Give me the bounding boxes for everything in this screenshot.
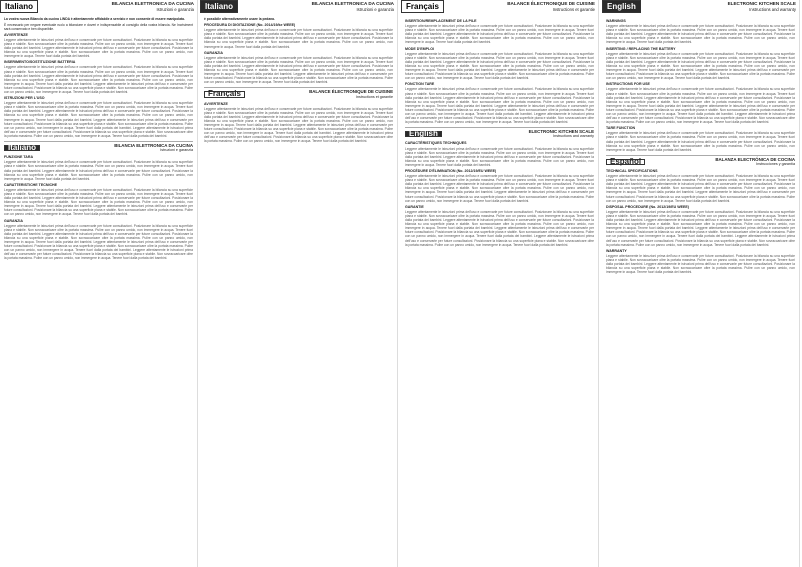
language-tab: Italiano (0, 0, 38, 13)
section-heading: MODE D'EMPLOI (405, 46, 435, 51)
section-text: Leggere attentamente le istruzioni prima dell'uso e conservarle per future consultazioni. Posizionare la bilancia su una superficie piana e stabile. Non sovraccaricare oltre la portata massima. Pulire con un panno umido, non immergere in acqua. Tenere fuori dalla portata dei bambini. Leggere attentamente le istruzioni prima dell'uso e conservarle per future consultazioni. Posizionare la bilancia su una superficie piana e stabile. Non sovraccaricare oltre la portata massima. Pulire con un panno umido, non immergere in acqua. Tenere fuori dalla portata dei bambini. Leggere attentamente le istruzioni prima dell'uso e conservarle per future consultazioni. Posizionare la bilancia su una superficie piana e stabile. Non sovraccaricare oltre la portata massima. Pulire con un panno umido, non immergere in acqua. Tenere fuori dalla portata dei bambini. Leggere attentamente le istruzioni prima dell'uso e conservarle per future consultazioni. Posizionare la bilancia su una superficie piana e stabile. Non sovraccaricare oltre la portata massima. Pulire con un panno umido, non immergere in acqua. Tenere fuori dalla portata dei bambini. (4, 223, 193, 261)
panel-header (200, 0, 397, 14)
section-text: Leggere attentamente le istruzioni prima dell'uso e conservarle per future consultazioni. Posizionare la bilancia su una superficie piana e stabile. Non sovraccaricare oltre la portata massima. Pulire con un panno umido, non immergere in acqua. Tenere fuori dalla portata dei bambini. Leggere attentamente le istruzioni prima dell'uso e conservarle per future consultazioni. Posizionare la bilancia su una superficie piana e stabile. Non sovraccaricare oltre la portata massima. Pulire con un panno umido, non immergere in acqua. Tenere fuori dalla portata dei bambini. Leggere attentamente le istruzioni prima dell'uso e conservarle per future consultazioni. Posizionare la bilancia su una superficie piana e stabile. Non sovraccaricare oltre la portata massima. Pulire con un panno umido, non immergere in acqua. Tenere fuori dalla portata dei bambini. Leggere attentamente le istruzioni prima dell'uso e conservarle per future consultazioni. Posizionare la bilancia su una superficie piana e stabile. Non sovraccaricare oltre la portata massima. Pulire con un panno umido, non immergere in acqua. Tenere fuori dalla portata dei bambini. (606, 87, 795, 125)
section-title: BILANCIA ELETTRONICA DA CUCINA Istruzioni e garanzia (114, 143, 193, 153)
section-text: Leggere attentamente le istruzioni prima dell'uso e conservarle per future consultazioni. Posizionare la bilancia su una superficie piana e stabile. Non sovraccaricare oltre la portata massima. Pulire con un panno umido, non immergere in acqua. Tenere fuori dalla portata dei bambini. Leggere attentamente le istruzioni prima dell'uso e conservarle per future consultazioni. Posizionare la bilancia su una superficie piana e stabile. Non sovraccaricare oltre la portata massima. Pulire con un panno umido, non immergere in acqua. Tenere fuori dalla portata dei bambini. Leggere attentamente le istruzioni prima dell'uso e conservarle per future consultazioni. Posizionare la bilancia su una superficie piana e stabile. Non sovraccaricare oltre la portata massima. Pulire con un panno umido, non immergere in acqua. Tenere fuori dalla portata dei bambini. Leggere attentamente le istruzioni prima dell'uso e conservarle per future consultazioni. Posizionare la bilancia su una superficie piana e stabile. Non sovraccaricare oltre la portata massima. Pulire con un panno umido, non immergere in acqua. Tenere fuori dalla portata dei bambini. (4, 101, 193, 138)
panel-body (0, 14, 197, 265)
section-heading: AVVERTENZE (4, 32, 28, 37)
section-text: Leggere attentamente le istruzioni prima dell'uso e conservarle per future consultazioni. Posizionare la bilancia su una superficie piana e stabile. Non sovraccaricare oltre la portata massima. Pulire con un panno umido, non immergere in acqua. Tenere fuori dalla portata dei bambini. Leggere attentamente le istruzioni prima dell'uso e conservarle per future consultazioni. Posizionare la bilancia su una superficie piana e stabile. Non sovraccaricare oltre la portata massima. Pulire con un panno umido, non immergere in acqua. Tenere fuori dalla portata dei bambini. Leggere attentamente le istruzioni prima dell'uso e conservarle per future consultazioni. Posizionare la bilancia su una superficie piana e stabile. Non sovraccaricare oltre la portata massima. Pulire con un panno umido, non immergere in acqua. Tenere fuori dalla portata dei bambini. (606, 51, 795, 81)
panel-header (0, 0, 197, 14)
section-text: Leggere attentamente le istruzioni prima dell'uso e conservarle per future consultazioni. Posizionare la bilancia su una superficie piana e stabile. Non sovraccaricare oltre la portata massima. Pulire con un panno umido, non immergere in acqua. Tenere fuori dalla portata dei bambini. Leggere attentamente le istruzioni prima dell'uso e conservarle per future consultazioni. Posizionare la bilancia su una superficie piana e stabile. Non sovraccaricare oltre la portata massima. Pulire con un panno umido, non immergere in acqua. Tenere fuori dalla portata dei bambini. (405, 24, 594, 45)
section-text: Leggere attentamente le istruzioni prima dell'uso e conservarle per future consultazioni. Posizionare la bilancia su una superficie piana e stabile. Non sovraccaricare oltre la portata massima. Pulire con un panno umido, non immergere in acqua. Tenere fuori dalla portata dei bambini. Leggere attentamente le istruzioni prima dell'uso e conservarle per future consultazioni. Posizionare la bilancia su una superficie piana e stabile. Non sovraccaricare oltre la portata massima. Pulire con un panno umido, non immergere in acqua. Tenere fuori dalla portata dei bambini. (4, 37, 193, 59)
section-heading: DISPOSAL PROCEDURE (No. 2012/19/EU WEEE) (606, 204, 690, 209)
panel-body (602, 14, 799, 279)
panel-body (200, 14, 397, 148)
section-text: Leggere attentamente le istruzioni prima dell'uso e conservarle per future consultazioni. Posizionare la bilancia su una superficie piana e stabile. Non sovraccaricare oltre la portata massima. Pulire con un panno umido, non immergere in acqua. Tenere fuori dalla portata dei bambini. Leggere attentamente le istruzioni prima dell'uso e conservarle per future consultazioni. Posizionare la bilancia su una superficie piana e stabile. Non sovraccaricare oltre la portata massima. Pulire con un panno umido, non immergere in acqua. Tenere fuori dalla portata dei bambini. (606, 24, 795, 45)
section-text: Leggere attentamente le istruzioni prima dell'uso e conservarle per future consultazioni. Posizionare la bilancia su una superficie piana e stabile. Non sovraccaricare oltre la portata massima. Pulire con un panno umido, non immergere in acqua. Tenere fuori dalla portata dei bambini. Leggere attentamente le istruzioni prima dell'uso e conservarle per future consultazioni. Posizionare la bilancia su una superficie piana e stabile. Non sovraccaricare oltre la portata massima. Pulire con un panno umido, non immergere in acqua. Tenere fuori dalla portata dei bambini. Leggere attentamente le istruzioni prima dell'uso e conservarle per future consultazioni. Posizionare la bilancia su una superficie piana e stabile. Non sovraccaricare oltre la portata massima. Pulire con un panno umido, non immergere in acqua. Tenere fuori dalla portata dei bambini. (405, 51, 594, 81)
section-heading: TECHNICAL SPECIFICATIONS (606, 169, 658, 173)
page-panel-4 (602, 0, 800, 567)
next-language-header (204, 87, 393, 98)
next-language-header (405, 127, 594, 138)
section-text: Leggere attentamente le istruzioni prima dell'uso e conservarle per future consultazioni. Posizionare la bilancia su una superficie piana e stabile. Non sovraccaricare oltre la portata massima. Pulire con un panno umido, non immergere in acqua. Tenere fuori dalla portata dei bambini. Leggere attentamente le istruzioni prima dell'uso e conservarle per future consultazioni. Posizionare la bilancia su una superficie piana e stabile. Non sovraccaricare oltre la portata massima. Pulire con un panno umido, non immergere in acqua. Tenere fuori dalla portata dei bambini. Leggere attentamente le istruzioni prima dell'uso e conservarle per future consultazioni. Posizionare la bilancia su una superficie piana e stabile. Non sovraccaricare oltre la portata massima. Pulire con un panno umido, non immergere in acqua. Tenere fuori dalla portata dei bambini. Leggere attentamente le istruzioni prima dell'uso e conservarle per future consultazioni. Posizionare la bilancia su una superficie piana e stabile. Non sovraccaricare oltre la portata massima. Pulire con un panno umido, non immergere in acqua. Tenere fuori dalla portata dei bambini. (405, 87, 594, 125)
section-heading: PROCEDURA DI DIGITAZIONE (No. 2014/19/ke WEEE) (204, 23, 296, 28)
section-heading: ISTRUZIONI PER L'USO (4, 96, 45, 101)
language-tab: Italiano (200, 0, 238, 13)
section-heading: INSTRUCTIONS FOR USE (606, 82, 650, 87)
section-text: Leggere attentamente le istruzioni prima dell'uso e conservarle per future consultazioni. Posizionare la bilancia su una superficie piana e stabile. Non sovraccaricare oltre la portata massima. Pulire con un panno umido, non immergere in acqua. Tenere fuori dalla portata dei bambini. Leggere attentamente le istruzioni prima dell'uso e conservarle per future consultazioni. Posizionare la bilancia su una superficie piana e stabile. Non sovraccaricare oltre la portata massima. Pulire con un panno umido, non immergere in acqua. Tenere fuori dalla portata dei bambini. (606, 131, 795, 152)
section-heading: FONCTION TARE (405, 82, 435, 87)
section-heading: CARACTÉRISTIQUES TECHNIQUES (405, 141, 467, 146)
section-heading: WARRANTY (606, 248, 627, 253)
section-text: Leggere attentamente le istruzioni prima dell'uso e conservarle per future consultazioni. Posizionare la bilancia su una superficie piana e stabile. Non sovraccaricare oltre la portata massima. Pulire con un panno umido, non immergere in acqua. Tenere fuori dalla portata dei bambini. Leggere attentamente le istruzioni prima dell'uso e conservarle per future consultazioni. Posizionare la bilancia su una superficie piana e stabile. Non sovraccaricare oltre la portata massima. Pulire con un panno umido, non immergere in acqua. Tenere fuori dalla portata dei bambini. Leggere attentamente le istruzioni prima dell'uso e conservarle per future consultazioni. Posizionare la bilancia su una superficie piana e stabile. Non sovraccaricare oltre la portata massima. Pulire con un panno umido, non immergere in acqua. Tenere fuori dalla portata dei bambini. Leggere attentamente le istruzioni prima dell'uso e conservarle per future consultazioni. Posizionare la bilancia su una superficie piana e stabile. Non sovraccaricare oltre la portata massima. Pulire con un panno umido, non immergere in acqua. Tenere fuori dalla portata dei bambini. (405, 209, 594, 247)
intro-text: La vostra nuova Bilancia da cucina LINDA è attentamente affidabile a servizio e non consente di essere manipolata. (4, 17, 185, 21)
section-text: Leggere attentamente le istruzioni prima dell'uso e conservarle per future consultazioni. Posizionare la bilancia su una superficie piana e stabile. Non sovraccaricare oltre la portata massima. Pulire con un panno umido, non immergere in acqua. Tenere fuori dalla portata dei bambini. Leggere attentamente le istruzioni prima dell'uso e conservarle per future consultazioni. Posizionare la bilancia su una superficie piana e stabile. Non sovraccaricare oltre la portata massima. Pulire con un panno umido, non immergere in acqua. Tenere fuori dalla portata dei bambini. Leggere attentamente le istruzioni prima dell'uso e conservarle per future consultazioni. Posizionare la bilancia su una superficie piana e stabile. Non sovraccaricare oltre la portata massima. Pulire con un panno umido, non immergere in acqua. Tenere fuori dalla portata dei bambini. (4, 187, 193, 217)
section-title: BALANZA ELECTRÓNICA DE COCINA Instrucciones y garantía (715, 156, 795, 166)
section-heading: CARATTERISTICHE TECNICHE (4, 182, 58, 187)
next-language-header (606, 155, 795, 166)
language-tab: English (602, 0, 641, 13)
page-panel-1 (0, 0, 198, 567)
page-panel-3 (401, 0, 599, 567)
section-text: Leggere attentamente le istruzioni prima dell'uso e conservarle per future consultazioni. Posizionare la bilancia su una superficie piana e stabile. Non sovraccaricare oltre la portata massima. Pulire con un panno umido, non immergere in acqua. Tenere fuori dalla portata dei bambini. Leggere attentamente le istruzioni prima dell'uso e conservarle per future consultazioni. Posizionare la bilancia su una superficie piana e stabile. Non sovraccaricare oltre la portata massima. Pulire con un panno umido, non immergere in acqua. Tenere fuori dalla portata dei bambini. Leggere attentamente le istruzioni prima dell'uso e conservarle per future consultazioni. Posizionare la bilancia su una superficie piana e stabile. Non sovraccaricare oltre la portata massima. Pulire con un panno umido, non immergere in acqua. Tenere fuori dalla portata dei bambini. (4, 65, 193, 94)
panel-body (401, 14, 598, 251)
section-heading: INSERTION/REMPLACEMENT DE LA PILE (405, 19, 477, 23)
section-text: Leggere attentamente le istruzioni prima dell'uso e conservarle per future consultazioni. Posizionare la bilancia su una superficie piana e stabile. Non sovraccaricare oltre la portata massima. Pulire con un panno umido, non immergere in acqua. Tenere fuori dalla portata dei bambini. Leggere attentamente le istruzioni prima dell'uso e conservarle per future consultazioni. Posizionare la bilancia su una superficie piana e stabile. Non sovraccaricare oltre la portata massima. Pulire con un panno umido, non immergere in acqua. Tenere fuori dalla portata dei bambini. Leggere attentamente le istruzioni prima dell'uso e conservarle per future consultazioni. Posizionare la bilancia su una superficie piana e stabile. Non sovraccaricare oltre la portata massima. Pulire con un panno umido, non immergere in acqua. Tenere fuori dalla portata dei bambini. (405, 174, 594, 203)
section-heading: GARANTIE (405, 204, 424, 209)
section-text: Leggere attentamente le istruzioni prima dell'uso e conservarle per future consultazioni. Posizionare la bilancia su una superficie piana e stabile. Non sovraccaricare oltre la portata massima. Pulire con un panno umido, non immergere in acqua. Tenere fuori dalla portata dei bambini. Leggere attentamente le istruzioni prima dell'uso e conservarle per future consultazioni. Posizionare la bilancia su una superficie piana e stabile. Non sovraccaricare oltre la portata massima. Pulire con un panno umido, non immergere in acqua. Tenere fuori dalla portata dei bambini. Leggere attentamente le istruzioni prima dell'uso e conservarle per future consultazioni. Posizionare la bilancia su una superficie piana e stabile. Non sovraccaricare oltre la portata massima. Pulire con un panno umido, non immergere in acqua. Tenere fuori dalla portata dei bambini. (204, 55, 393, 85)
panel-title: BALANCE ÉLECTRONIQUE DE CUISINE Instructions et garantie (507, 1, 595, 12)
language-tab: Italiano (4, 145, 40, 151)
language-tab: Français (401, 0, 444, 13)
language-tab: Français (204, 91, 245, 97)
section-heading: INSERTING / REPLACING THE BATTERY (606, 46, 676, 51)
section-heading: INSERIMENTO/SOSTITUZIONE BATTERIA (4, 60, 76, 65)
panel-title: BILANCIA ELETTRONICA DA CUCINA Istruzioni e garanzia (311, 1, 394, 12)
panel-header (401, 0, 598, 14)
section-heading: GARANZIA (204, 50, 223, 55)
section-heading: FUNZIONE TARA (4, 155, 34, 160)
section-text: Leggere attentamente le istruzioni prima dell'uso e conservarle per future consultazioni. Posizionare la bilancia su una superficie piana e stabile. Non sovraccaricare oltre la portata massima. Pulire con un panno umido, non immergere in acqua. Tenere fuori dalla portata dei bambini. Leggere attentamente le istruzioni prima dell'uso e conservarle per future consultazioni. Posizionare la bilancia su una superficie piana e stabile. Non sovraccaricare oltre la portata massima. Pulire con un panno umido, non immergere in acqua. Tenere fuori dalla portata dei bambini. (204, 28, 393, 49)
section-text: Leggere attentamente le istruzioni prima dell'uso e conservarle per future consultazioni. Posizionare la bilancia su una superficie piana e stabile. Non sovraccaricare oltre la portata massima. Pulire con un panno umido, non immergere in acqua. Tenere fuori dalla portata dei bambini. Leggere attentamente le istruzioni prima dell'uso e conservarle per future consultazioni. Posizionare la bilancia su una superficie piana e stabile. Non sovraccaricare oltre la portata massima. Pulire con un panno umido, non immergere in acqua. Tenere fuori dalla portata dei bambini. Leggere attentamente le istruzioni prima dell'uso e conservarle per future consultazioni. Posizionare la bilancia su una superficie piana e stabile. Non sovraccaricare oltre la portata massima. Pulire con un panno umido, non immergere in acqua. Tenere fuori dalla portata dei bambini. (606, 174, 795, 203)
note-text: È necessario per negare eventuale ruolo a bilanciare e doveri e indispensabile al consiglio della vostra bilancia. Ne Incrisiment sarà conservato e ben disponibile. (4, 22, 193, 31)
section-heading: GARANZIA (4, 218, 23, 223)
section-title: ELECTRONIC KITCHEN SCALE Instructions and warranty (528, 129, 594, 139)
panel-header (602, 0, 799, 14)
section-text: Leggere attentamente le istruzioni prima dell'uso e conservarle per future consultazioni. Posizionare la bilancia su una superficie piana e stabile. Non sovraccaricare oltre la portata massima. Pulire con un panno umido, non immergere in acqua. Tenere fuori dalla portata dei bambini. Leggere attentamente le istruzioni prima dell'uso e conservarle per future consultazioni. Posizionare la bilancia su una superficie piana e stabile. Non sovraccaricare oltre la portata massima. Pulire con un panno umido, non immergere in acqua. Tenere fuori dalla portata dei bambini. Leggere attentamente le istruzioni prima dell'uso e conservarle per future consultazioni. Posizionare la bilancia su una superficie piana e stabile. Non sovraccaricare oltre la portata massima. Pulire con un panno umido, non immergere in acqua. Tenere fuori dalla portata dei bambini. Leggere attentamente le istruzioni prima dell'uso e conservarle per future consultazioni. Posizionare la bilancia su una superficie piana e stabile. Non sovraccaricare oltre la portata massima. Pulire con un panno umido, non immergere in acqua. Tenere fuori dalla portata dei bambini. (204, 106, 393, 144)
next-language-header (4, 141, 193, 152)
page-panel-2 (200, 0, 398, 567)
intro-text: è possibile alternativamente usare la pedana. (204, 17, 275, 21)
section-text: Leggere attentamente le istruzioni prima dell'uso e conservarle per future consultazioni. Posizionare la bilancia su una superficie piana e stabile. Non sovraccaricare oltre la portata massima. Pulire con un panno umido, non immergere in acqua. Tenere fuori dalla portata dei bambini. Leggere attentamente le istruzioni prima dell'uso e conservarle per future consultazioni. Posizionare la bilancia su una superficie piana e stabile. Non sovraccaricare oltre la portata massima. Pulire con un panno umido, non immergere in acqua. Tenere fuori dalla portata dei bambini. (405, 146, 594, 167)
language-tab: English (405, 131, 442, 137)
section-title: BALANCE ÉLECTRONIQUE DE CUISINE Instructions et garantie (309, 89, 393, 99)
section-text: Leggere attentamente le istruzioni prima dell'uso e conservarle per future consultazioni. Posizionare la bilancia su una superficie piana e stabile. Non sovraccaricare oltre la portata massima. Pulire con un panno umido, non immergere in acqua. Tenere fuori dalla portata dei bambini. Leggere attentamente le istruzioni prima dell'uso e conservarle per future consultazioni. Posizionare la bilancia su una superficie piana e stabile. Non sovraccaricare oltre la portata massima. Pulire con un panno umido, non immergere in acqua. Tenere fuori dalla portata dei bambini. Leggere attentamente le istruzioni prima dell'uso e conservarle per future consultazioni. Posizionare la bilancia su una superficie piana e stabile. Non sovraccaricare oltre la portata massima. Pulire con un panno umido, non immergere in acqua. Tenere fuori dalla portata dei bambini. Leggere attentamente le istruzioni prima dell'uso e conservarle per future consultazioni. Posizionare la bilancia su una superficie piana e stabile. Non sovraccaricare oltre la portata massima. Pulire con un panno umido, non immergere in acqua. Tenere fuori dalla portata dei bambini. (606, 209, 795, 247)
section-heading: WARNINGS (606, 19, 626, 23)
section-text: Leggere attentamente le istruzioni prima dell'uso e conservarle per future consultazioni. Posizionare la bilancia su una superficie piana e stabile. Non sovraccaricare oltre la portata massima. Pulire con un panno umido, non immergere in acqua. Tenere fuori dalla portata dei bambini. Leggere attentamente le istruzioni prima dell'uso e conservarle per future consultazioni. Posizionare la bilancia su una superficie piana e stabile. Non sovraccaricare oltre la portata massima. Pulire con un panno umido, non immergere in acqua. Tenere fuori dalla portata dei bambini. (4, 160, 193, 181)
section-heading: PROCÉDURE D'ÉLIMINATION (No. 2012/19/EU WEEE) (405, 169, 497, 173)
section-text: Leggere attentamente le istruzioni prima dell'uso e conservarle per future consultazioni. Posizionare la bilancia su una superficie piana e stabile. Non sovraccaricare oltre la portata massima. Pulire con un panno umido, non immergere in acqua. Tenere fuori dalla portata dei bambini. Leggere attentamente le istruzioni prima dell'uso e conservarle per future consultazioni. Posizionare la bilancia su una superficie piana e stabile. Non sovraccaricare oltre la portata massima. Pulire con un panno umido, non immergere in acqua. Tenere fuori dalla portata dei bambini. (606, 253, 795, 275)
panel-title: ELECTRONIC KITCHEN SCALE Instructions and warranty (727, 1, 796, 12)
panel-title: BILANCIA ELETTRONICA DA CUCINA Istruzioni e garanzia (111, 1, 194, 12)
section-heading: TARE FUNCTION (606, 126, 636, 131)
language-tab: Español (606, 159, 645, 165)
section-heading: AVVERTENZE (204, 101, 228, 106)
